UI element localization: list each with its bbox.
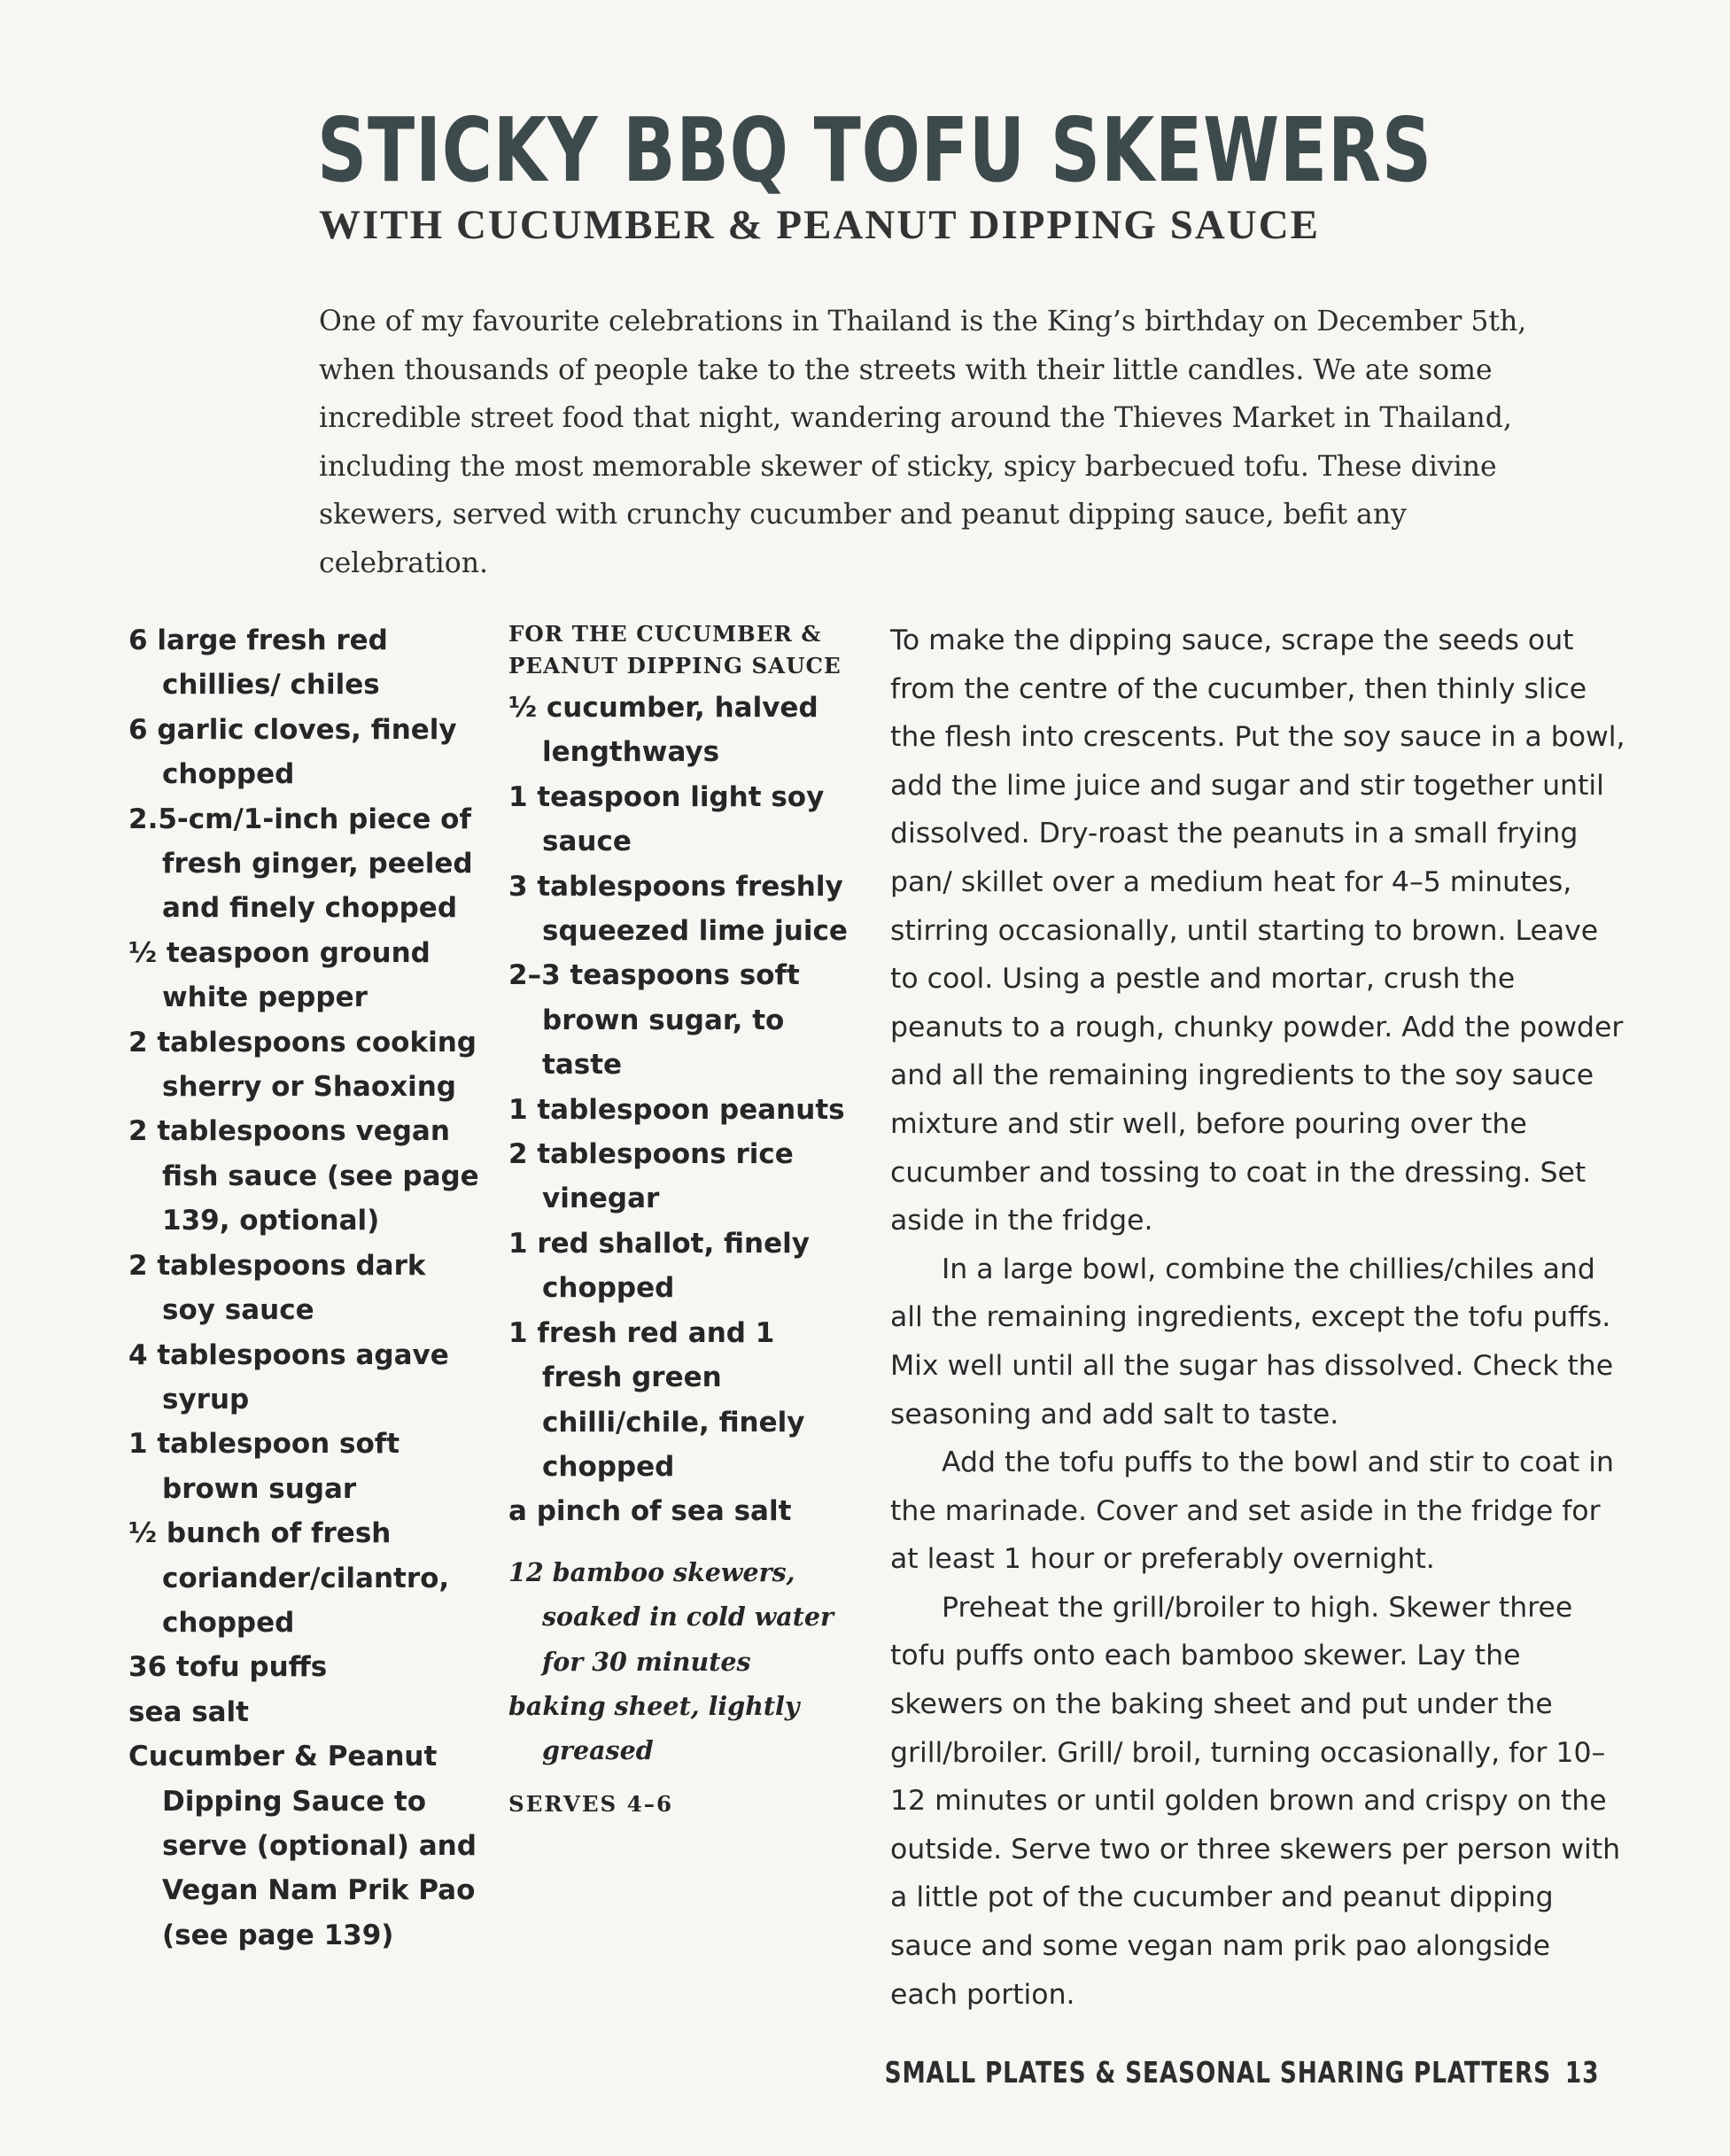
ingredient-item: 4 tablespoons agave syrup <box>128 1338 449 1415</box>
recipe-intro: One of my favourite celebrations in Thailand is the King’s birthday on December 5th, when thousands of people take to the streets with their little candles. We ate some incredible street food that night, wandering around the Thieves Market in Thailand, including the most memorable skewer of sticky, spicy barbecued tofu. These divine skewers, served with crunchy cucumber and peanut dipping sauce, befit any celebration. <box>319 306 1527 579</box>
equipment-item: baking sheet, lightly greased <box>508 1690 800 1766</box>
equipment-item: 12 bamboo skewers, soaked in cold water for 30 minutes <box>508 1556 834 1677</box>
ingredients-column <box>128 618 483 1958</box>
sauce-ingredient-item: a pinch of sea salt <box>508 1495 792 1528</box>
sauce-ingredient-item: 2 tablespoons rice vinegar <box>508 1138 794 1215</box>
sauce-ingredient-item: 1 red shallot, finely chopped <box>508 1227 810 1305</box>
sauce-ingredient-item: 1 teaspoon light soy sauce <box>508 780 825 858</box>
method-paragraph: To make the dipping sauce, scrape the seeds out from the centre of the cucumber, then thinly slice the flesh into crescents. Put the soy sauce in a bowl, add the lime juice and sugar and stir together until dissolved. Dry-roast the peanuts in a small frying pan/ skillet over a medium heat for 4–5 minutes, stirring occasionally, until starting to brown. Leave to cool. Using a pestle and mortar, crush the peanuts to a rough, chunky powder. Add the powder and all the remaining ingredients to the soy sauce mixture and stir well, before pouring over the cucumber and tossing to coat in the dressing. Set aside in the fridge. <box>890 624 1625 1237</box>
page-number: 13 <box>1564 2055 1599 2090</box>
sauce-ingredients-list <box>508 686 863 1534</box>
sauce-ingredient-item: 2–3 teaspoons soft brown sugar, to taste <box>508 959 800 1082</box>
sauce-ingredient-item: ½ cucumber, halved lengthways <box>508 692 818 769</box>
sauce-column <box>508 618 863 1817</box>
ingredient-item: sea salt <box>128 1695 250 1728</box>
ingredient-item: 2 tablespoons cooking sherry or Shaoxing <box>128 1026 477 1104</box>
page-footer <box>884 2055 1599 2090</box>
equipment-list <box>508 1550 863 1773</box>
method-paragraph: Preheat the grill/broiler to high. Skewer three tofu puffs onto each bamboo skewer. Lay the skewers on the baking sheet and put under the grill/broiler. Grill/ broil, turning occasionally, for 10–12 minutes or until golden brown and crispy on the outside. Serve two or three skewers per person with a little pot of the cucumber and peanut dipping sauce and some vegan nam prik pao alongside each portion. <box>890 1591 1621 2011</box>
ingredient-item: 2 tablespoons dark soy sauce <box>128 1249 426 1327</box>
recipe-subtitle: WITH CUCUMBER & PEANUT DIPPING SAUCE <box>319 202 1321 248</box>
ingredient-item: ½ bunch of fresh coriander/cilantro, chopped <box>128 1517 450 1639</box>
sauce-ingredient-item: 1 fresh red and 1 fresh green chilli/chile, finely chopped <box>508 1316 805 1483</box>
ingredient-item: 2 tablespoons vegan fish sauce (see page 139, optional) <box>128 1115 479 1237</box>
ingredient-item: Cucumber & Peanut Dipping Sauce to serve (optional) and Vegan Nam Prik Pao (see page 139) <box>128 1741 477 1951</box>
sauce-ingredient-item: 1 tablespoon peanuts <box>508 1093 845 1126</box>
ingredient-item: 6 garlic cloves, finely chopped <box>128 713 457 791</box>
section-title: SMALL PLATES & SEASONAL SHARING PLATTERS <box>884 2055 1551 2090</box>
method-paragraph: Add the tofu puffs to the bowl and stir to coat in the marinade. Cover and set aside in the fridge for at least 1 hour or preferably overnight. <box>890 1446 1614 1576</box>
sauce-heading: FOR THE CUCUMBER & PEANUT DIPPING SAUCE <box>508 621 842 679</box>
method-paragraph: In a large bowl, combine the chillies/chiles and all the remaining ingredients, except the tofu puffs. Mix well until all the sugar has dissolved. Check the seasoning and add salt to taste. <box>890 1252 1614 1431</box>
recipe-title: STICKY BBQ TOFU SKEWERS <box>317 98 1432 202</box>
ingredient-item: ½ teaspoon ground white pepper <box>128 936 431 1014</box>
sauce-ingredient-item: 3 tablespoons freshly squeezed lime juice <box>508 870 848 948</box>
ingredient-item: 1 tablespoon soft brown sugar <box>128 1428 400 1505</box>
ingredient-item: 36 tofu puffs <box>128 1651 328 1684</box>
method-column <box>890 617 1625 2019</box>
ingredient-item: 2.5-cm/1-inch piece of fresh ginger, peeled and finely chopped <box>128 803 473 925</box>
ingredient-item: 6 large fresh red chillies/ chiles <box>128 624 388 702</box>
serves-label: SERVES 4–6 <box>508 1790 674 1817</box>
ingredients-list <box>128 618 483 1958</box>
